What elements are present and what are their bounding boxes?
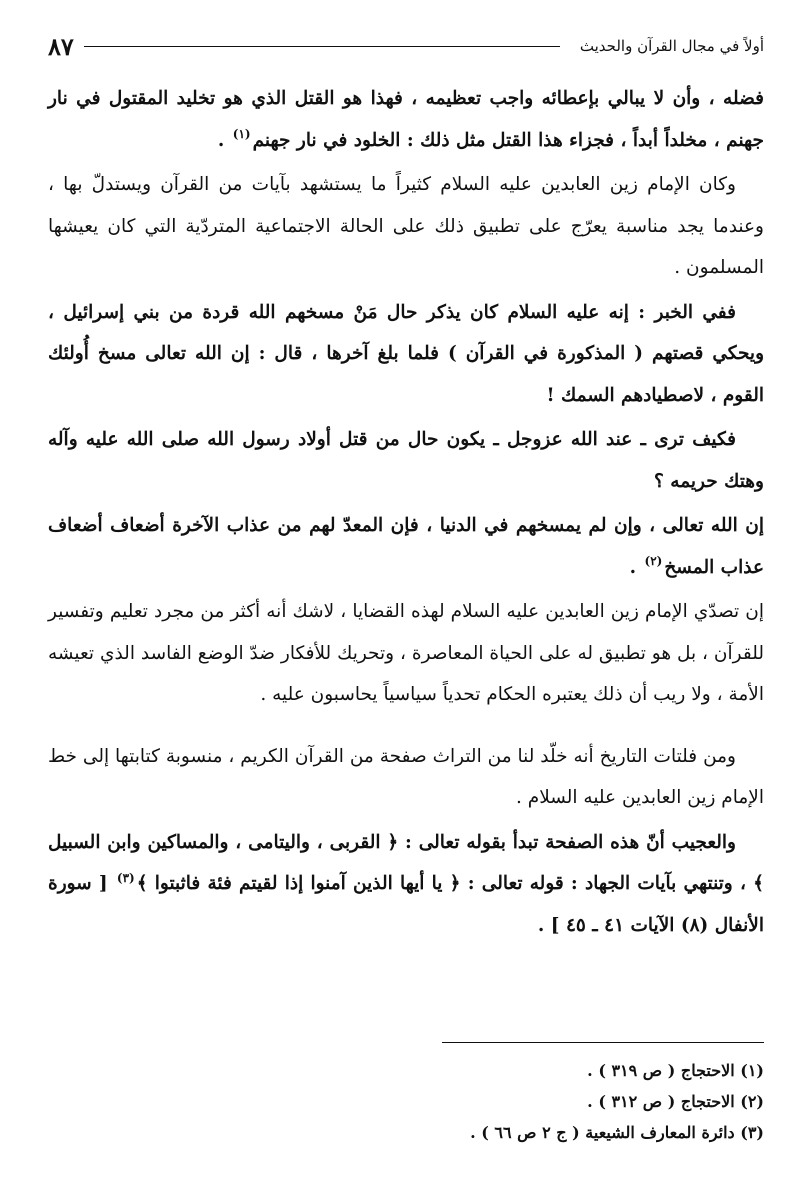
- paragraph-3: [48, 292, 764, 417]
- paragraph-tail: .: [217, 129, 231, 151]
- paragraph-text: إن الله تعالى ، وإن لم يمسخهم في الدنيا ، فإن المعدّ لهم من عذاب الآخرة أضعاف أضعاف عذاب المسخ: [48, 515, 764, 578]
- page-body: [48, 78, 764, 946]
- paragraph-7: [48, 736, 764, 819]
- page-header: [48, 26, 764, 66]
- footnote-ref-2: (٢): [644, 554, 663, 569]
- paragraph-text: وكان الإمام زين العابدين عليه السلام كثيراً ما يستشهد بآيات من القرآن ويستدلّ بها ، وعندما يجد مناسبة يعرّج على تطبيق ذلك على الحالة الاجتماعية المتردّية التي كان يعيشها المسلمون .: [48, 174, 764, 278]
- paragraph-text: ومن فلتات التاريخ أنه خلّد لنا من التراث صفحة من القرآن الكريم ، منسوبة كتابتها إلى خط الإمام زين العابدين عليه السلام .: [48, 745, 764, 808]
- paragraph-2: [48, 164, 764, 289]
- footnote-2: (٢) الاحتجاج ( ص ٣١٢ ) .: [587, 1092, 764, 1111]
- footnote-3: (٣) دائرة المعارف الشيعية ( ج ٢ ص ٦٦ ) .: [470, 1123, 764, 1142]
- paragraph-4: [48, 419, 764, 502]
- paragraph-5: [48, 505, 764, 588]
- header-rule: [84, 46, 560, 47]
- paragraph-text: فكيف ترى ـ عند الله عزوجل ـ يكون حال من قتل أولاد رسول الله صلى الله عليه وآله وهتك حريمه ؟: [48, 429, 764, 492]
- page-number: ٨٧: [48, 31, 74, 61]
- paragraph-text: إن تصدّي الإمام زين العابدين عليه السلام لهذه القضايا ، لاشك أنه أكثر من مجرد تعليم وتفسير للقرآن ، بل هو تطبيق له على الحياة المعاصرة ، وتحريك للأفكار ضدّ الوضع الفاسد الذي تعيشه الأمة ، ولا ريب أن ذلك يعتبره الحكام تحدياً سياسياً يحاسبون عليه .: [48, 601, 764, 705]
- footnote-ref-3: (٣): [116, 870, 135, 885]
- paragraph-1: [48, 78, 764, 161]
- paragraph-text: فضله ، وأن لا يبالي بإعطائه واجب تعظيمه ، فهذا هو القتل الذي هو تخليد المقتول في نار جهنم ، مخلداً أبداً ، فجزاء هذا القتل مثل ذلك : الخلود في نار جهنم: [48, 88, 764, 151]
- footnote-rule: [442, 1042, 764, 1043]
- footnotes-section: [48, 1042, 764, 1148]
- book-page: [48, 26, 764, 1146]
- footnote-ref-1: (١): [232, 127, 251, 142]
- paragraph-text: والعجيب أنّ هذه الصفحة تبدأ بقوله تعالى : ﴿ القربى ، واليتامى ، والمساكين وابن السبيل ﴾ ، وتنتهي بآيات الجهاد : قوله تعالى : ﴿ يا أيها الذين آمنوا إذا لقيتم فئة فاثبتوا ﴾: [48, 831, 764, 894]
- footnote-1: (١) الاحتجاج ( ص ٣١٩ ) .: [587, 1061, 764, 1080]
- paragraph-6: [48, 591, 764, 716]
- paragraph-tail: .: [629, 556, 643, 578]
- running-title: أولاً في مجال القرآن والحديث: [579, 37, 764, 55]
- paragraph-tail: [ سورة الأنفال (٨) الآيات ٤١ ـ ٤٥ ] .: [48, 873, 764, 936]
- paragraph-8: [48, 822, 764, 947]
- paragraph-text: ففي الخبر : إنه عليه السلام كان يذكر حال مَنْ مسخهم الله قردة من بني إسرائيل ، ويحكي قصتهم ( المذكورة في القرآن ) فلما بلغ آخرها ، قال : إن الله تعالى مسخ أُولئك القوم ، لاصطيادهم السمك !: [48, 301, 764, 406]
